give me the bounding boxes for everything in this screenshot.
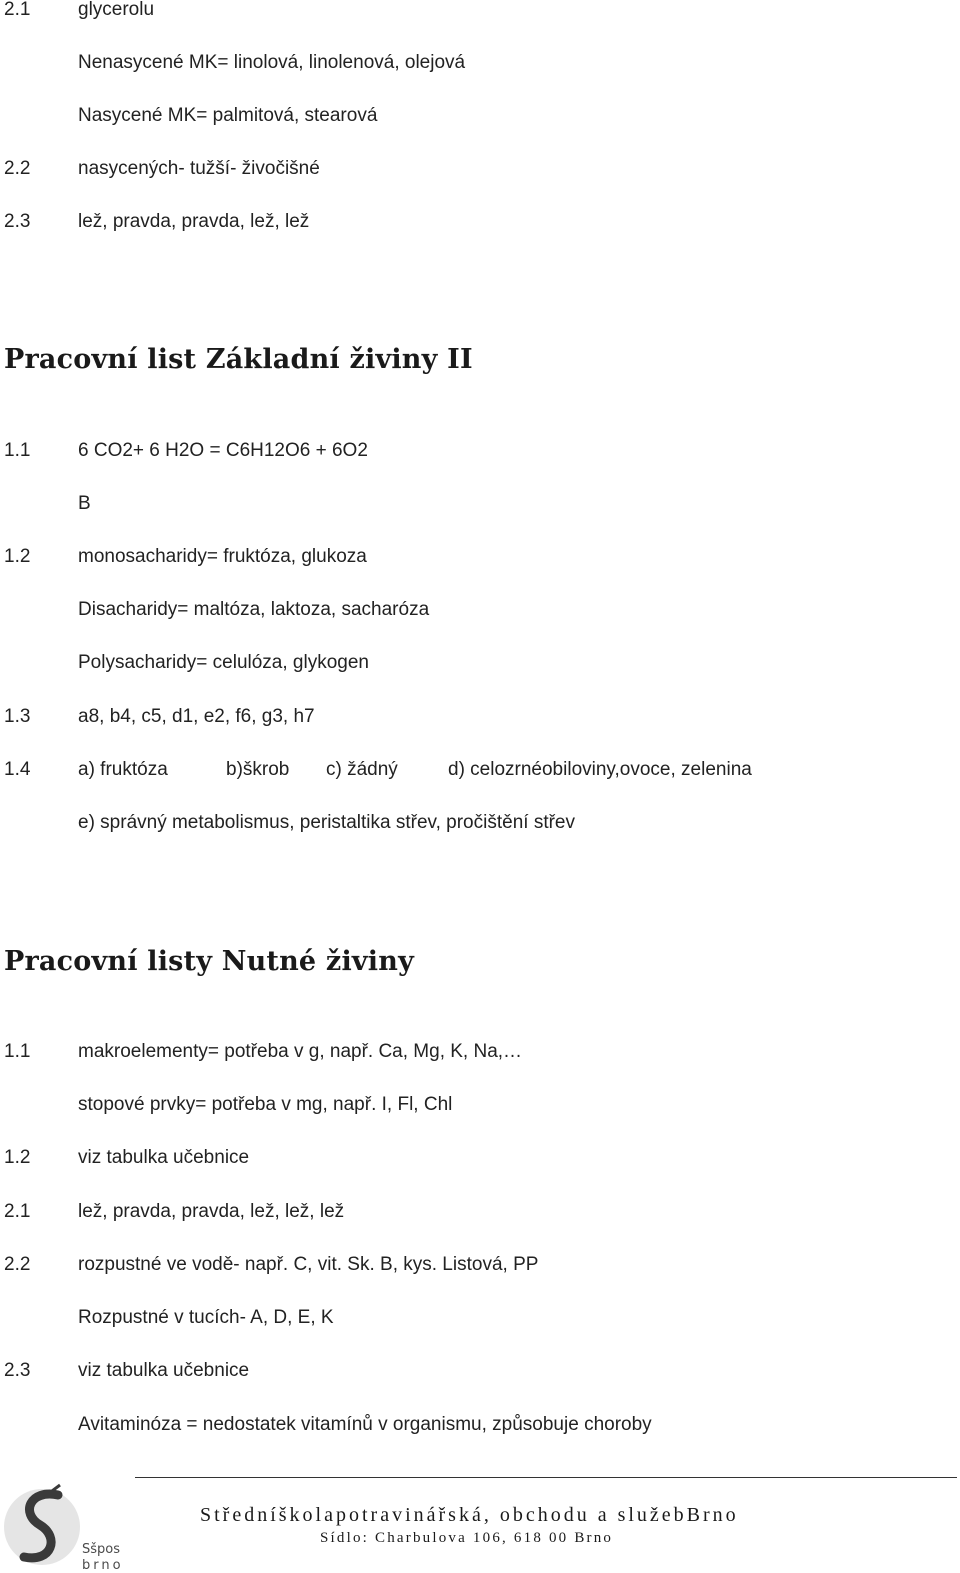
item-number: 1.1 [4,1041,31,1062]
logo-text-1: Sšpos [82,1542,121,1557]
item-text: B [78,493,91,514]
item-number: 1.2 [4,546,31,567]
item-number: 1.1 [4,440,31,461]
item-text: viz tabulka učebnice [78,1147,250,1168]
section-heading: Pracovní listy Nutné živiny [4,946,414,977]
item-number: 2.3 [4,1360,31,1381]
item-text: a8, b4, c5, d1, e2, f6, g3, h7 [78,706,315,727]
item-number: 1.4 [4,759,31,780]
item-text: Disacharidy= maltóza, laktoza, sacharóza [78,599,430,620]
answer-a: a) fruktóza [78,759,168,780]
footer-divider [135,1477,957,1478]
item-text: stopové prvky= potřeba v mg, např. I, Fl, Chl [78,1094,453,1115]
item-number: 2.2 [4,158,31,179]
item-text: makroelementy= potřeba v g, např. Ca, Mg, K, Na,… [78,1041,523,1062]
item-number: 1.3 [4,706,31,727]
item-text: rozpustné ve vodě- např. C, vit. Sk. B, kys. Listová, PP [78,1254,539,1275]
item-text: monosacharidy= fruktóza, glukoza [78,546,367,567]
item-number: 2.2 [4,1254,31,1275]
item-text: Nasycené MK= palmitová, stearová [78,105,378,126]
item-text: nasycených- tužší- živočišné [78,158,320,179]
answer-b: b)škrob [226,759,290,780]
item-text: lež, pravda, pravda, lež, lež, lež [78,1201,345,1222]
school-name: Středníškolapotravinářská, obchodu a služebBrno [200,1504,739,1526]
item-text: 6 CO2+ 6 H2O = C6H12O6 + 6O2 [78,440,368,461]
item-text: Avitaminóza = nedostatek vitamínů v organismu, způsobuje choroby [78,1414,652,1435]
logo-text-2: brno [82,1558,124,1573]
school-logo-icon [0,1483,130,1573]
school-address: Sídlo: Charbulova 106, 618 00 Brno [320,1530,614,1546]
item-text: Nenasycené MK= linolová, linolenová, olejová [78,52,466,73]
answer-d: d) celozrnéobiloviny,ovoce, zelenina [448,759,752,780]
item-text: glycerolu [78,0,155,20]
answer-e: e) správný metabolismus, peristaltika střev, pročištění střev [78,812,575,833]
item-text: Rozpustné v tucích- A, D, E, K [78,1307,334,1328]
answer-c: c) žádný [326,759,398,780]
item-text: lež, pravda, pravda, lež, lež [78,211,310,232]
item-text: Polysacharidy= celulóza, glykogen [78,652,369,673]
section-heading: Pracovní list Základní živiny II [4,344,473,375]
item-number: 2.1 [4,0,31,20]
item-number: 2.1 [4,1201,31,1222]
item-text: viz tabulka učebnice [78,1360,250,1381]
item-number: 2.3 [4,211,31,232]
item-number: 1.2 [4,1147,31,1168]
